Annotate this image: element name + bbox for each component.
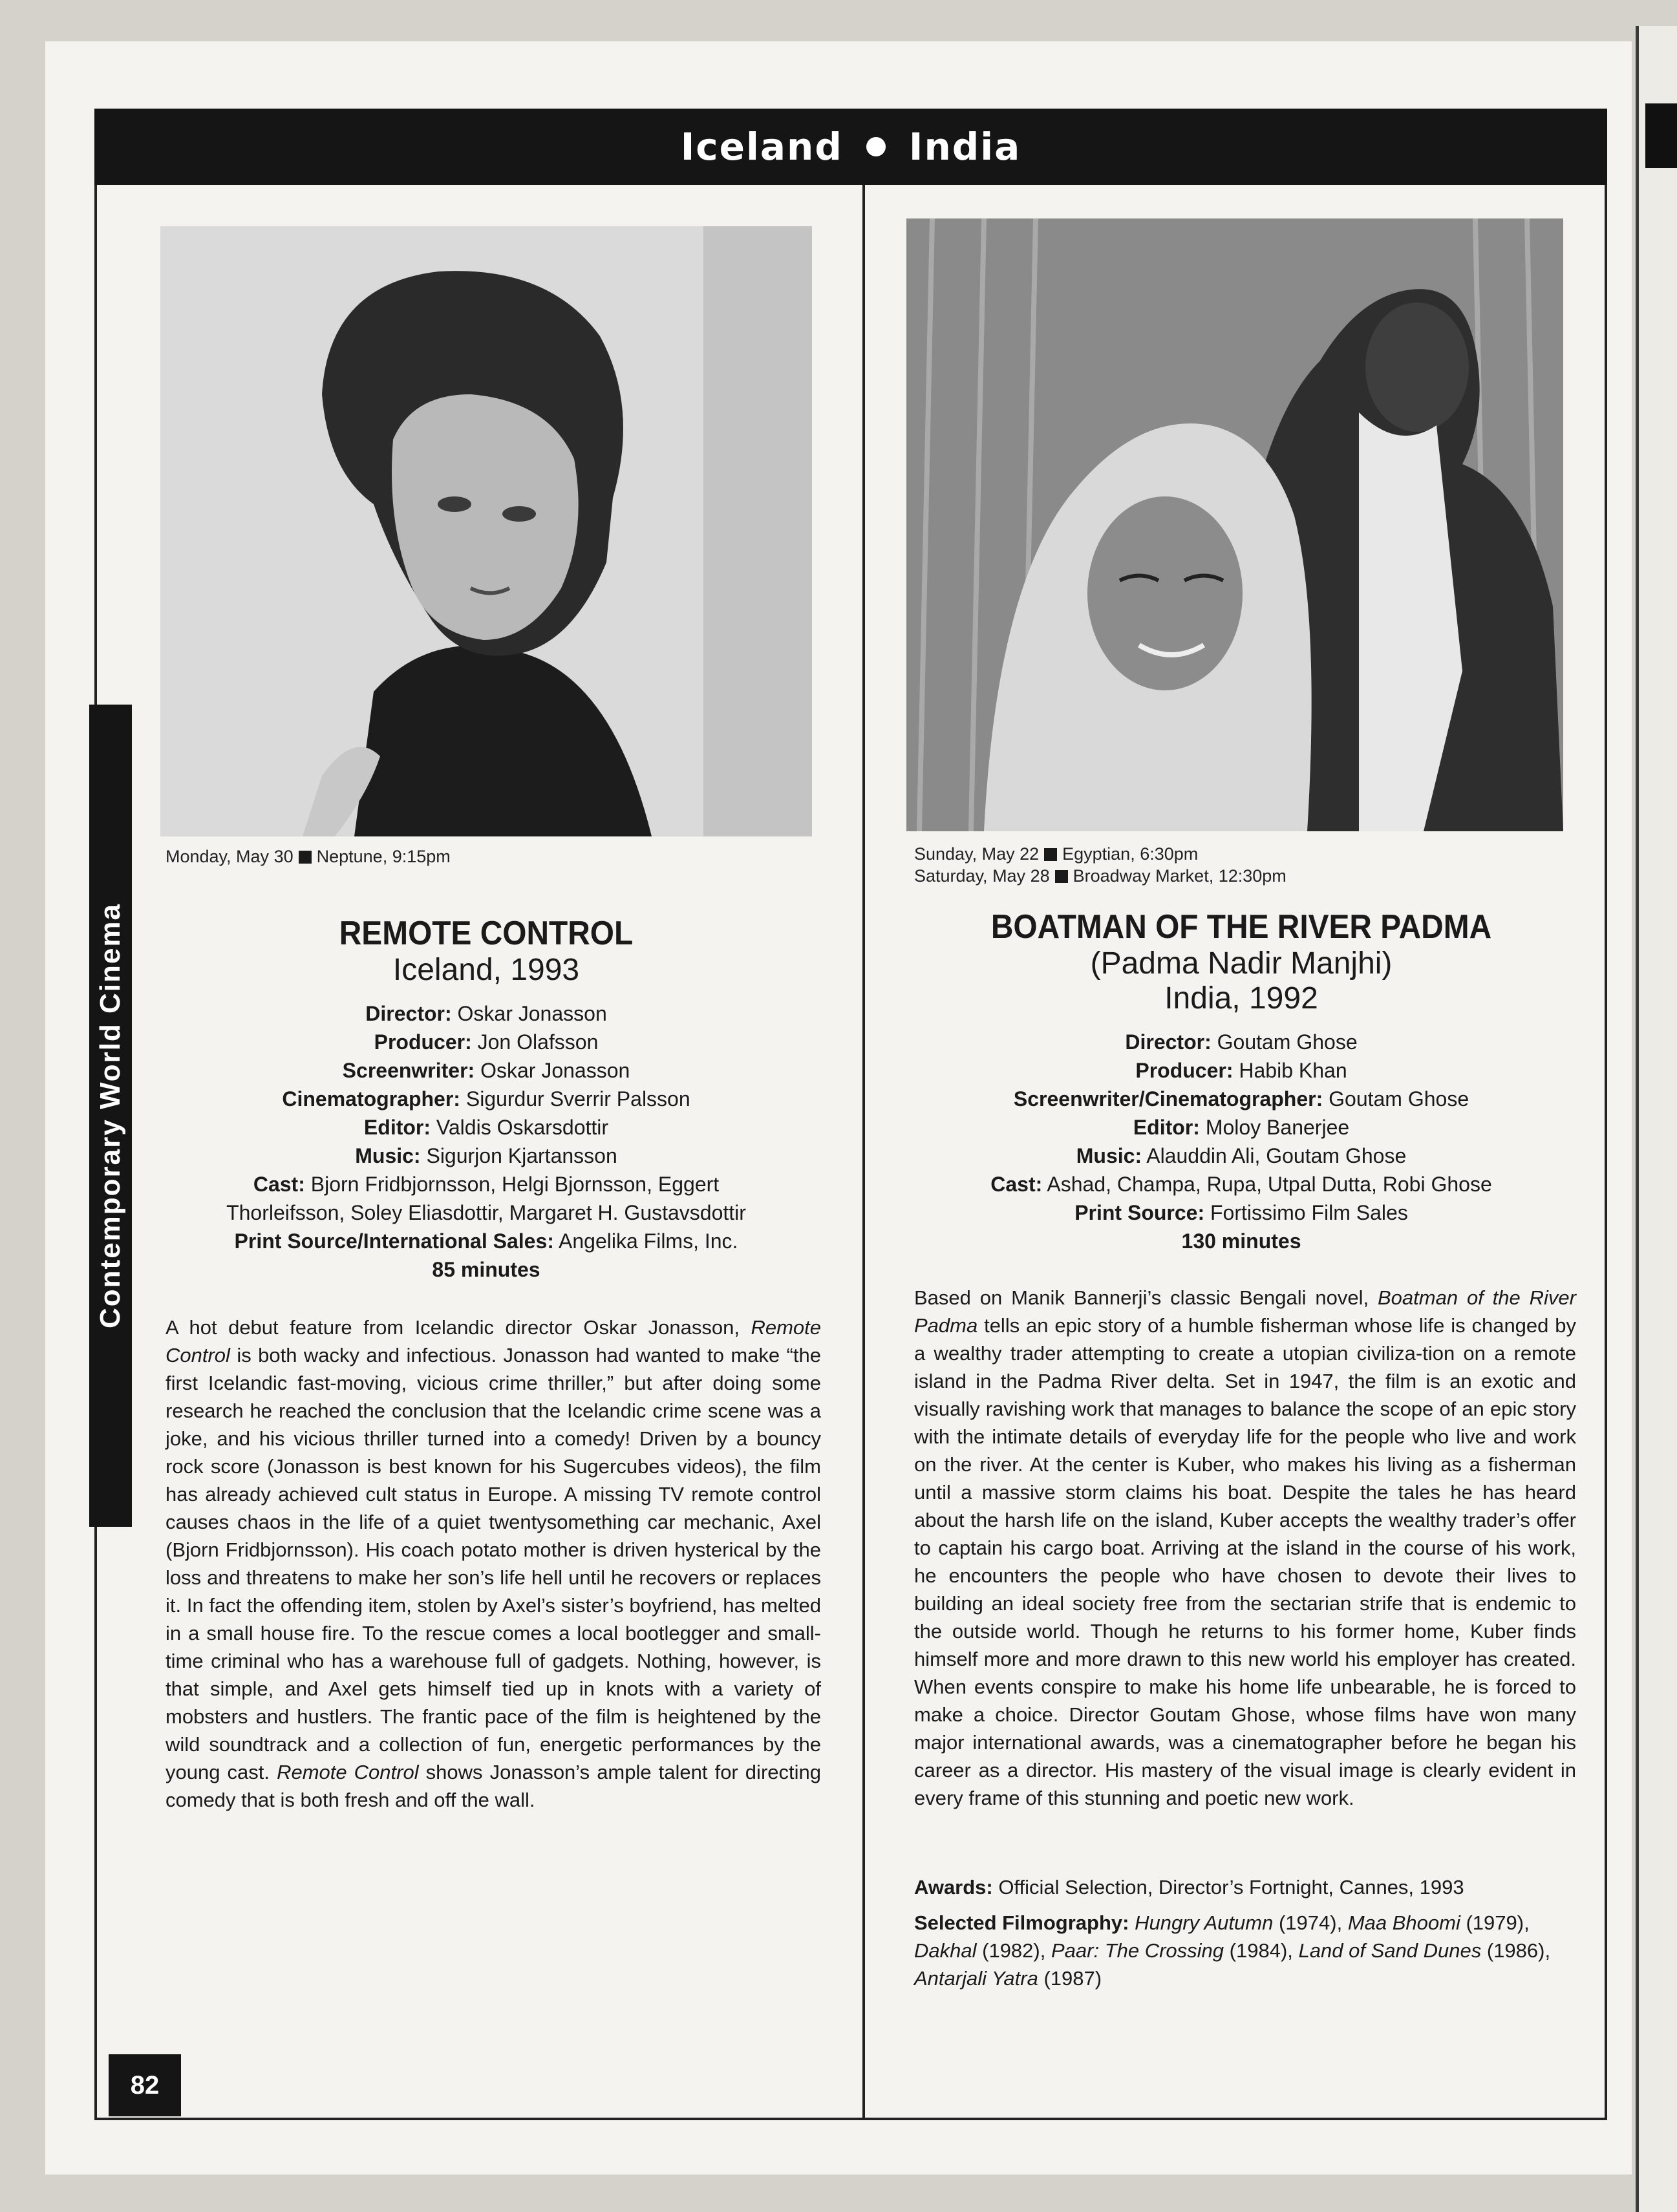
credit-name: Oskar Jonasson bbox=[480, 1059, 630, 1082]
square-bullet-icon bbox=[1044, 848, 1057, 861]
film-still-boatman bbox=[906, 218, 1563, 831]
film-still-remote-control-image bbox=[160, 226, 812, 836]
screening-day: Monday, May 30 bbox=[166, 847, 294, 866]
square-bullet-icon bbox=[1055, 870, 1068, 883]
credit-line bbox=[160, 1142, 812, 1170]
screening-day: Sunday, May 22 bbox=[914, 844, 1040, 864]
awards-label: Awards: bbox=[914, 1876, 993, 1898]
credit-role: Director: bbox=[1125, 1030, 1212, 1054]
credit-role: Director: bbox=[365, 1002, 452, 1025]
film-still-boatman-image bbox=[906, 218, 1563, 831]
credit-role: Cast: bbox=[990, 1173, 1043, 1196]
screening-info bbox=[914, 843, 1287, 887]
credit-name: Bjorn Fridbjornsson, Helgi Bjornsson, Eggert Thorleifsson, Soley Eliasdottir, Margaret H. Gustavsdottir bbox=[226, 1173, 746, 1224]
credit-line bbox=[906, 1198, 1576, 1227]
awards-and-filmography bbox=[914, 1873, 1576, 1992]
credit-line bbox=[160, 1170, 812, 1227]
credit-name: Ashad, Champa, Rupa, Utpal Dutta, Robi Ghose bbox=[1047, 1173, 1492, 1196]
film-original-title: (Padma Nadir Manjhi) bbox=[1090, 946, 1393, 981]
credit-name: Goutam Ghose bbox=[1217, 1030, 1358, 1054]
frame-rule-right bbox=[1605, 185, 1607, 2120]
section-side-tab-label: Contemporary World Cinema bbox=[94, 903, 126, 1328]
filmography-title: Dakhal bbox=[914, 1939, 977, 1962]
filmography-year: (1987) bbox=[1043, 1967, 1102, 1990]
credit-role: Print Source: bbox=[1074, 1201, 1205, 1224]
credit-role: Editor: bbox=[363, 1116, 431, 1139]
film-synopsis bbox=[166, 1313, 821, 1814]
filmography-year: (1986), bbox=[1486, 1939, 1551, 1962]
screening-venue: Neptune, 9:15pm bbox=[316, 847, 451, 866]
section-header bbox=[94, 109, 1607, 185]
page-number: 82 bbox=[109, 2054, 181, 2116]
credit-role: Cinematographer: bbox=[282, 1087, 460, 1111]
credit-name: Sigurjon Kjartansson bbox=[426, 1144, 617, 1167]
header-country-left: Iceland bbox=[680, 125, 843, 169]
credit-line bbox=[906, 1113, 1576, 1142]
filmography-year: (1979), bbox=[1466, 1911, 1530, 1934]
credit-name: Angelika Films, Inc. bbox=[559, 1229, 738, 1253]
column-divider bbox=[862, 185, 865, 2120]
synopsis-text: is both wacky and infectious. Jonasson had wanted to make “the first Icelandic fast-moving, vicious crime thriller,” but after doing some research he reached the conclusion that the Icelandic crime scene was a joke, and his vicious thriller turned into a comedy! Driven by a bouncy rock score (Jonasson is best known for his Sugercubes videos), the film has already achieved cult status in Europe. A missing TV remote control causes chaos in the life of a quiet twentysomething car mechanic, Axel (Bjorn Fridbjornsson). His coach potato mother is driven hysterical by the loss and threatens to make her son’s life hell until he recovers or replaces it. In fact the offending item, stolen by Axel’s sister’s boyfriend, has melted in a small house fire. To the rescue comes a local bootlegger and small-time criminal who has a warehouse full of gadgets. Nothing, however, is that simple, and Axel gets himself tied up in knots with a variety of mobsters and hustlers. The frantic pace of the film is heightened by the wild soundtrack and a collection of fun, energetic performances by the young cast. bbox=[166, 1344, 821, 1783]
bullet-icon bbox=[866, 137, 886, 156]
header-country-right: India bbox=[908, 125, 1021, 169]
credit-role: Cast: bbox=[253, 1173, 305, 1196]
synopsis-text: A hot debut feature from Icelandic director Oskar Jonasson, bbox=[166, 1316, 740, 1339]
synopsis-text: Based on Manik Bannerji’s classic Bengali novel, bbox=[914, 1286, 1369, 1309]
credit-name: Oskar Jonasson bbox=[457, 1002, 607, 1025]
film-still-remote-control bbox=[160, 226, 812, 836]
screening-info bbox=[166, 845, 451, 867]
film-title-italic: Remote Control bbox=[277, 1761, 419, 1783]
film-runtime: 130 minutes bbox=[1181, 1229, 1301, 1253]
filmography-year: (1982), bbox=[982, 1939, 1046, 1962]
filmography-year: (1974), bbox=[1278, 1911, 1343, 1934]
filmography-title: Antarjali Yatra bbox=[914, 1967, 1038, 1990]
screening-venue: Egyptian, 6:30pm bbox=[1062, 844, 1199, 864]
credit-name: Fortissimo Film Sales bbox=[1210, 1201, 1408, 1224]
film-synopsis bbox=[914, 1284, 1576, 1812]
filmography-title: Hungry Autumn bbox=[1135, 1911, 1274, 1934]
film-entry-boatman bbox=[906, 908, 1576, 1255]
film-title-italic: Remote Control bbox=[166, 1316, 821, 1367]
film-country-year: Iceland, 1993 bbox=[392, 953, 580, 987]
next-page-header-fragment bbox=[1645, 103, 1677, 168]
credit-line bbox=[160, 1113, 812, 1142]
film-entry-remote-control bbox=[160, 914, 812, 1284]
awards-line bbox=[914, 1873, 1576, 1901]
synopsis-text: shows Jonasson’s ample talent for directing comedy that is both fresh and off the wall. bbox=[166, 1761, 821, 1811]
credit-name: Valdis Oskarsdottir bbox=[436, 1116, 609, 1139]
awards-text: Official Selection, Director’s Fortnight, Cannes, 1993 bbox=[998, 1876, 1464, 1898]
credit-role: Music: bbox=[355, 1144, 421, 1167]
filmography-line bbox=[914, 1909, 1576, 1992]
film-runtime: 85 minutes bbox=[432, 1258, 540, 1281]
credit-role: Producer: bbox=[1135, 1059, 1234, 1082]
screening-day: Saturday, May 28 bbox=[914, 866, 1050, 886]
credit-name: Goutam Ghose bbox=[1329, 1087, 1469, 1111]
section-side-tab bbox=[89, 705, 132, 1527]
frame-rule-bottom bbox=[94, 2118, 1607, 2120]
credits-list bbox=[160, 999, 812, 1284]
filmography-year: (1984), bbox=[1229, 1939, 1293, 1962]
credit-name: Jon Olafsson bbox=[477, 1030, 599, 1054]
credit-line bbox=[906, 1142, 1576, 1170]
filmography-title: Paar: The Crossing bbox=[1051, 1939, 1224, 1962]
film-title-italic: Boatman of the River Padma bbox=[914, 1286, 1576, 1337]
synopsis-text: tells an epic story of a humble fisherman whose life is changed by a wealthy trader attempting to create a utopian civiliza-tion on a remote island in the Padma River delta. Set in 1947, the film is an exotic and visually ravishing work that manages to balance the scope of an epic story with the intimate details of everyday life for the people who live and work on the river. At the center is Kuber, who makes his living as a fisherman until a massive storm claims his boat. Despite the tales he has heard about the harsh life on the island, Kuber accepts the wealthy trader’s offer to captain his cargo boat. Arriving at the island in the course of his work, he encounters the people who have chosen to devote their lives to building an ideal society free from the sectarian strife that is endemic to the outside world. Though he returns to his former home, Kuber finds himself more and more drawn to this new world his employer has created. When events conspire to make his home life unbearable, he is forced to make a choice. Director Goutam Ghose, whose films have won many major international awards, was a cinematographer before he began his career as a director. His mastery of the visual image is clearly evident in every frame of this stunning and poetic new work. bbox=[914, 1314, 1576, 1809]
credit-role: Screenwriter/Cinematographer: bbox=[1013, 1087, 1323, 1111]
film-country-year: India, 1992 bbox=[1164, 981, 1318, 1016]
screening-line bbox=[914, 865, 1287, 887]
next-page-edge bbox=[1636, 26, 1677, 2212]
film-title: REMOTE CONTROL bbox=[339, 915, 634, 952]
screening-line bbox=[914, 843, 1287, 865]
credit-name: Alauddin Ali, Goutam Ghose bbox=[1146, 1144, 1407, 1167]
film-title: BOATMAN OF THE RIVER PADMA bbox=[990, 908, 1492, 946]
credit-line bbox=[160, 1028, 812, 1056]
square-bullet-icon bbox=[299, 851, 312, 864]
screening-venue: Broadway Market, 12:30pm bbox=[1073, 866, 1287, 886]
credit-line bbox=[160, 999, 812, 1028]
credit-role: Music: bbox=[1076, 1144, 1142, 1167]
filmography-title: Land of Sand Dunes bbox=[1298, 1939, 1482, 1962]
credit-line bbox=[906, 1028, 1576, 1056]
credit-role: Print Source/International Sales: bbox=[234, 1229, 554, 1253]
credit-name: Habib Khan bbox=[1239, 1059, 1347, 1082]
credit-name: Sigurdur Sverrir Palsson bbox=[465, 1087, 690, 1111]
credit-line bbox=[906, 1085, 1576, 1113]
credit-line bbox=[906, 1170, 1576, 1198]
credit-role: Editor: bbox=[1133, 1116, 1200, 1139]
credit-role: Screenwriter: bbox=[342, 1059, 475, 1082]
credit-name: Moloy Banerjee bbox=[1205, 1116, 1350, 1139]
filmography-title: Maa Bhoomi bbox=[1347, 1911, 1460, 1934]
credit-line bbox=[160, 1056, 812, 1085]
credit-line bbox=[906, 1056, 1576, 1085]
credit-line bbox=[160, 1085, 812, 1113]
credit-line bbox=[160, 1227, 812, 1255]
credits-list bbox=[906, 1028, 1576, 1255]
filmography-label: Selected Filmography: bbox=[914, 1911, 1129, 1934]
credit-role: Producer: bbox=[374, 1030, 472, 1054]
